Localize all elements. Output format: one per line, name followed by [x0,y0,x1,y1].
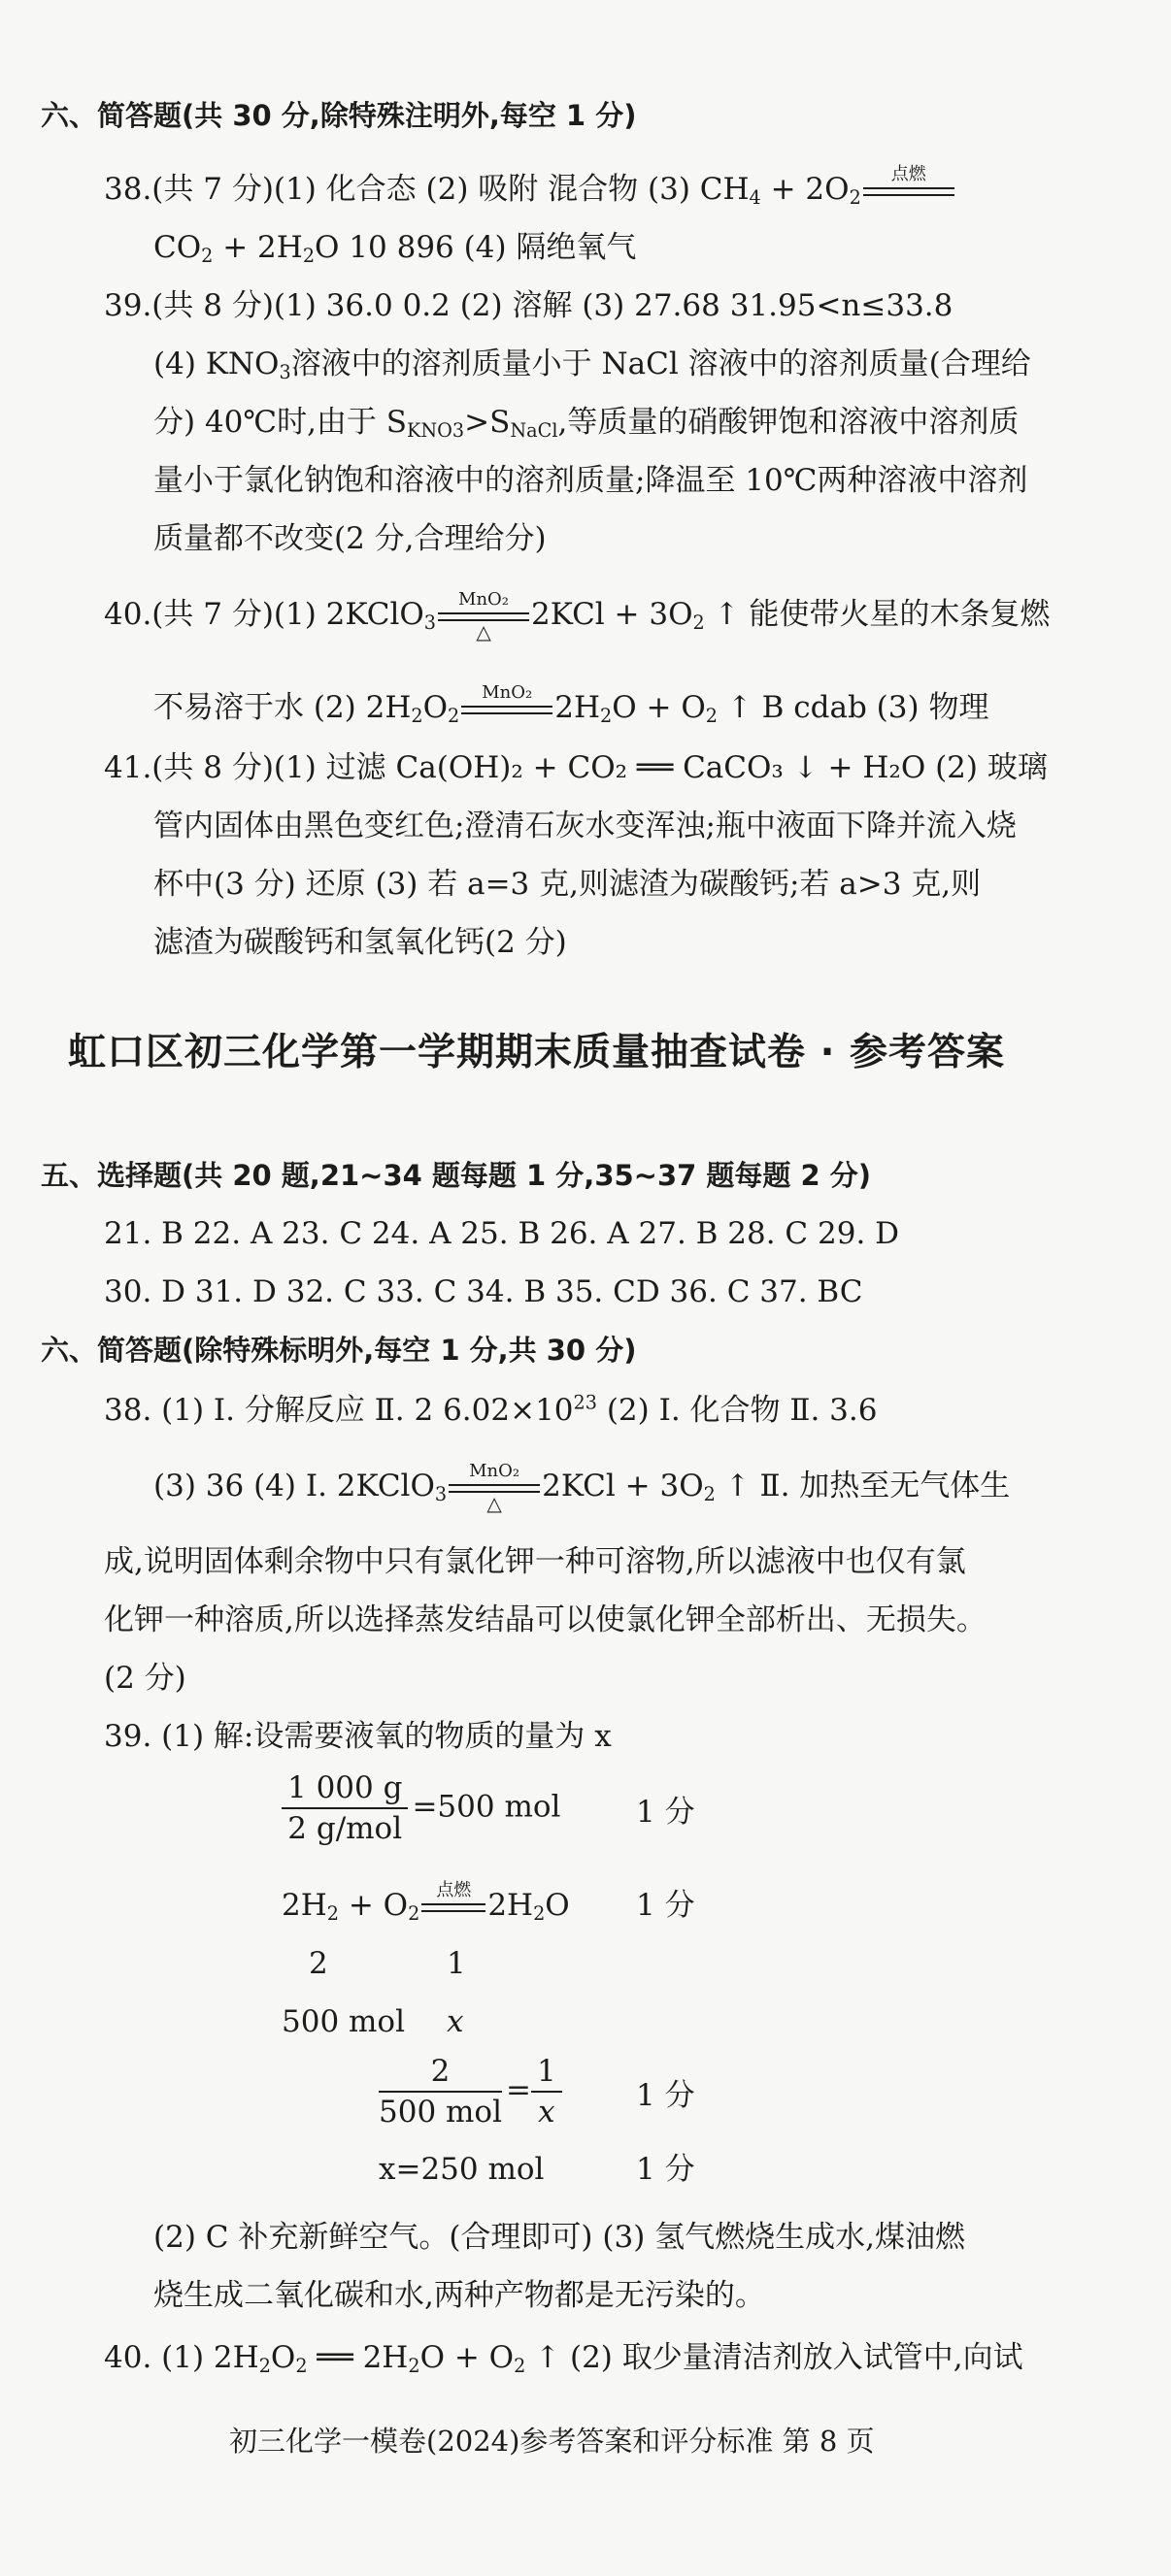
answer-39-line-end2: 烧生成二氧化碳和水,两种产物都是无污染的。 [153,2278,765,2313]
answer-38-line4: 化钾一种溶质,所以选择蒸发结晶可以使氯化钾全部析出、无损失。 [104,1602,987,1637]
fraction: $\frac{1}{x}$ [531,2052,562,2131]
answer-38-line3: 成,说明固体剩余物中只有氯化钾一种可溶物,所以滤液中也仅有氯 [104,1544,966,1579]
reaction-condition: 点燃 [419,1887,487,1924]
answer-39-line1: 39. (1) 解:设需要液氧的物质的量为 x [104,1719,612,1754]
stoich-coefficient: 1 [447,1946,466,1981]
answer-38-line2: (3) 36 (4) Ⅰ. 2KClO$_3$ MnO₂ △ $2KCl + 3O_2$ ↑ Ⅱ. 加热至无气体生 [153,1461,1011,1515]
section-heading: 五、选择题(共 20 题,21~34 题每题 1 分,35~37 题每题 2 分) [41,1159,872,1192]
fraction: $\frac{1 000 g}{\text{2 g/mol}}$ [282,1768,408,1848]
section-heading: 六、简答题(共 30 分,除特殊注明外,每空 1 分) [41,99,637,132]
reaction-condition: MnO₂ △ [436,596,531,633]
choice-answers-row1: 21. B 22. A 23. C 24. A 25. B 26. A 27. B 28. C 29. D [104,1216,900,1251]
calc-proportion: $\frac{2}{\text{500 mol}}$ = $\frac{1}{x}$ [379,2052,566,2131]
score-label: 1 分 [636,1795,695,1830]
answer-38-line1: 38.(共 7 分)(1) 化合态 (2) 吸附 混合物 (3) $CH_4 + 2O_2$ 点燃 [104,171,956,208]
calc-result: x=250 mol [379,2152,545,2187]
choice-answers-row2: 30. D 31. D 32. C 33. C 34. B 35. CD 36. C 37. BC [104,1274,863,1309]
fraction: $\frac{2}{\text{500 mol}}$ [379,2054,502,2130]
answer-39-line5: 质量都不改变(2 分,合理给分) [153,521,547,556]
answer-39-line4: 量小于氯化钠饱和溶液中的溶剂质量;降温至 10℃两种溶液中溶剂 [153,463,1028,498]
answer-38-line5: (2 分) [104,1661,186,1696]
reaction-equation: $2H_2 + O_2$ 点燃 $2H_2O$ [282,1880,570,1925]
answer-41-line2: 管内固体由黑色变红色;澄清石灰水变浑浊;瓶中液面下降并流入烧 [153,809,1017,843]
stoich-amount: 500 mol [282,2004,405,2039]
answer-39-line1: 39.(共 8 分)(1) 36.0 0.2 (2) 溶解 (3) 27.68 31.95<n≤33.8 [104,288,954,323]
reaction-condition: 点燃 [861,171,956,208]
answer-40-line1: 40. (1) $2H_2O_2$ ══ $2H_2O + O_2$ ↑ (2) 取少量清洁剂放入试管中,向试 [104,2340,1023,2377]
answer-38-line1: 38. (1) Ⅰ. 分解反应 Ⅱ. 2 $6.02\times 10^{23}$ (2) Ⅰ. 化合物 Ⅱ. 3.6 [104,1391,878,1428]
score-label: 1 分 [636,2078,695,2113]
answer-39-line-end1: (2) C 补充新鲜空气。(合理即可) (3) 氢气燃烧生成水,煤油燃 [153,2220,965,2255]
answer-41-line4: 滤渣为碳酸钙和氢氧化钙(2 分) [153,925,567,960]
score-label: 1 分 [636,2152,695,2187]
score-label: 1 分 [636,1888,695,1923]
stoich-unknown: x [447,2004,464,2039]
answer-38-line2: $CO_2 + 2H_2O$ 10 896 (4) 隔绝氧气 [153,230,637,267]
answer-39-line3: 分) 40℃时,由于 $S_{KNO3}>S_{NaCl}$,等质量的硝酸钾饱和溶液中溶剂质 [153,405,1020,442]
answer-41-line1: 41.(共 8 分)(1) 过滤 Ca(OH)₂ + CO₂ ══ CaCO₃ ↓ + H₂O (2) 玻璃 [104,750,1048,785]
document-title: 虹口区初三化学第一学期期末质量抽查试卷 · 参考答案 [68,1031,1005,1074]
reaction-condition: MnO₂ △ [447,1468,542,1504]
answer-40-line2: 不易溶于水 (2) $2H_2O_2$ MnO₂ $2H_2O + O_2$ ↑ B cdab (3) 物理 [153,682,989,727]
stoich-coefficient: 2 [309,1946,328,1981]
answer-39-line2: (4) $KNO_3$溶液中的溶剂质量小于 NaCl 溶液中的溶剂质量(合理给 [153,347,1031,383]
answer-40-line1: 40.(共 7 分)(1) 2KClO$_3$ MnO₂ △ $2KCl + 3O_2$ ↑ 能使带火星的木条复燃 [104,589,1051,644]
reaction-condition: MnO₂ [459,689,554,726]
answer-41-line3: 杯中(3 分) 还原 (3) 若 a=3 克,则滤渣为碳酸钙;若 a>3 克,则 [153,867,982,902]
page-footer: 初三化学一模卷(2024)参考答案和评分标准 第 8 页 [229,2425,875,2458]
calc-step-fraction: $\frac{1 000 g}{\text{2 g/mol}}$ =500 mol [282,1768,560,1848]
section-heading: 六、简答题(除特殊标明外,每空 1 分,共 30 分) [41,1334,637,1367]
